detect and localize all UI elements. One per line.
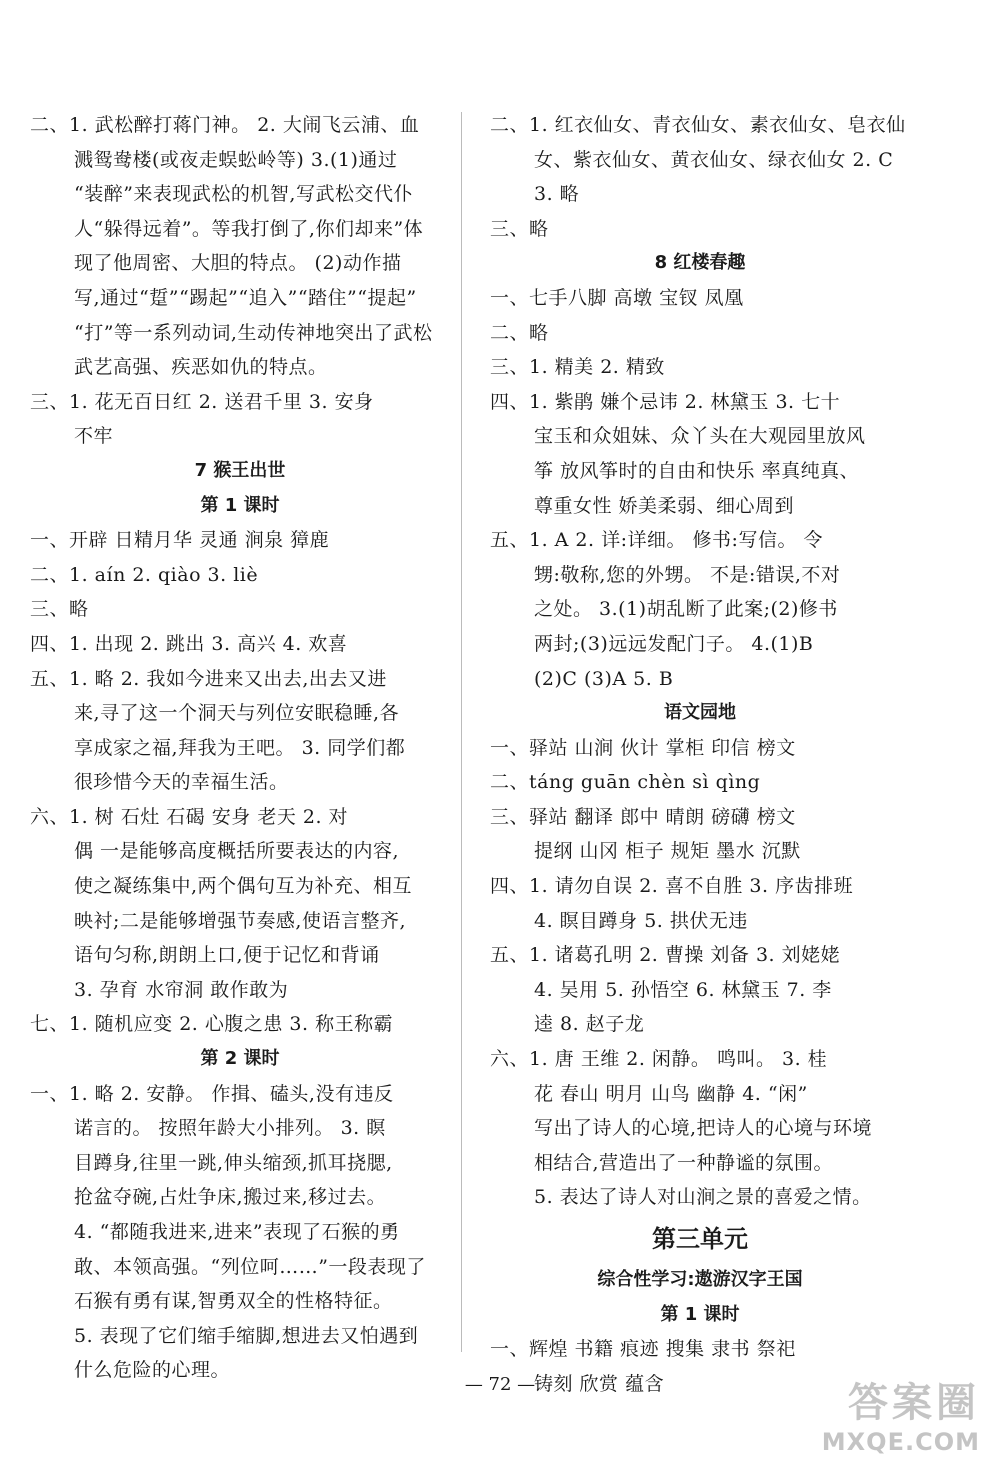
answer-line: “打”等一系列动词,生动传神地突出了武松 xyxy=(74,321,433,344)
answer-line: 七、1. 随机应变 2. 心腹之患 3. 称王称霸 xyxy=(30,1013,394,1036)
answer-line: 之处。 3.(1)胡乱断了此案;(2)修书 xyxy=(534,598,838,621)
answer-line: 3. 孕育 水帘洞 敢作敢为 xyxy=(74,978,289,1001)
answer-line: 溅鸳鸯楼(或夜走蜈蚣岭等) 3.(1)通过 xyxy=(74,148,398,171)
section-heading: 综合性学习:遨游汉字王国 xyxy=(597,1269,803,1290)
answer-line: 抢盆夺碗,占灶争床,搬过来,移过去。 xyxy=(74,1186,387,1209)
answer-line: 一、驿站 山涧 伙计 掌柜 印信 榜文 xyxy=(490,736,796,759)
section-heading: 语文园地 xyxy=(664,702,736,724)
answer-line: 六、1. 唐 王维 2. 闲静。 鸣叫。 3. 桂 xyxy=(490,1048,828,1071)
section-heading: 第 2 课时 xyxy=(200,1048,280,1070)
answer-line: 二、1. aín 2. qiào 3. liè xyxy=(30,563,259,586)
answer-line: 花 春山 明月 山鸟 幽静 4. “闲” xyxy=(534,1082,808,1105)
section-heading: 第 1 课时 xyxy=(660,1303,740,1325)
right-column xyxy=(490,108,910,1401)
section-heading: 第 1 课时 xyxy=(200,494,280,516)
answer-line: 三、1. 精美 2. 精致 xyxy=(490,356,665,379)
answer-line: (2)C (3)A 5. B xyxy=(534,667,674,690)
answer-line: 两封;(3)远远发配门子。 4.(1)B xyxy=(534,632,814,655)
column-divider xyxy=(461,112,462,1352)
answer-line: 一、开辟 日精月华 灵通 涧泉 獐鹿 xyxy=(30,529,330,552)
watermark-url: MXQE.COM xyxy=(821,1428,980,1456)
answer-line: 不牢 xyxy=(74,425,114,448)
answer-line: 使之凝练集中,两个偶句互为补充、相互 xyxy=(74,875,413,898)
answer-line: 甥:敬称,您的外甥。 不是:错误,不对 xyxy=(534,563,841,586)
answer-line: 四、1. 出现 2. 跳出 3. 高兴 4. 欢喜 xyxy=(30,632,348,655)
answer-line: 一、1. 略 2. 安静。 作揖、磕头,没有违反 xyxy=(30,1082,394,1105)
answer-line: 目蹲身,往里一跳,伸头缩颈,抓耳挠腮, xyxy=(74,1151,393,1174)
answer-line: 五、1. 略 2. 我如今进来又出去,出去又进 xyxy=(30,667,387,690)
answer-line: 石猴有勇有谋,智勇双全的性格特征。 xyxy=(74,1290,393,1313)
watermark-logo xyxy=(822,1371,980,1456)
answer-line: 敢、本领高强。“列位呵……”一段表现了 xyxy=(74,1255,426,1278)
answer-line: 三、略 xyxy=(490,217,549,240)
answer-line: 现了他周密、大胆的特点。 (2)动作描 xyxy=(74,252,402,275)
page-number: — 72 — xyxy=(464,1374,536,1395)
answer-line: 写出了诗人的心境,把诗人的心境与环境 xyxy=(534,1117,873,1140)
answer-line: 5. 表现了它们缩手缩脚,想进去又怕遇到 xyxy=(74,1324,419,1347)
answer-line: 二、1. 红衣仙女、青衣仙女、素衣仙女、皂衣仙 xyxy=(490,114,906,136)
answer-line: 逵 8. 赵子龙 xyxy=(534,1013,645,1036)
section-heading: 8 红楼春趣 xyxy=(654,252,746,274)
answer-line: 3. 略 xyxy=(534,183,580,206)
answer-line: 写,通过“踅”“踢起”“追入”“踏住”“提起” xyxy=(74,286,417,309)
answer-line: 女、紫衣仙女、黄衣仙女、绿衣仙女 2. C xyxy=(534,148,894,171)
answer-line: 相结合,营造出了一种静谧的氛围。 xyxy=(534,1151,834,1174)
answer-line: 四、1. 请勿自误 2. 喜不自胜 3. 序齿排班 xyxy=(490,875,854,898)
answer-line: 映衬;二是能够增强节奏感,使语言整齐, xyxy=(74,909,406,932)
answer-line: 4. “都随我进来,进来”表现了石猴的勇 xyxy=(74,1221,400,1243)
answer-line: 4. 吴用 5. 孙悟空 6. 林黛玉 7. 李 xyxy=(534,978,832,1001)
answer-line: 二、táng guān chèn sì qìng xyxy=(490,771,761,794)
answer-line: “装醉”来表现武松的机智,写武松交代仆 xyxy=(74,183,413,206)
answer-line: 享成家之福,拜我为王吧。 3. 同学们都 xyxy=(74,736,406,759)
answer-line: 语句匀称,朗朗上口,便于记忆和背诵 xyxy=(74,944,380,967)
left-column xyxy=(30,108,450,1388)
answer-line: 人“躲得远着”。等我打倒了,你们却来”体 xyxy=(74,217,424,240)
unit-heading: 第三单元 xyxy=(652,1225,748,1253)
answer-line: 四、1. 紫鹃 嫌个忌讳 2. 林黛玉 3. 七十 xyxy=(490,390,841,413)
answer-line: 5. 表达了诗人对山涧之景的喜爱之情。 xyxy=(534,1186,872,1209)
answer-line: 三、驿站 翻译 郎中 晴朗 磅礴 榜文 xyxy=(490,805,796,828)
answer-line: 三、1. 花无百日红 2. 送君千里 3. 安身 xyxy=(30,390,374,413)
answer-line: 宝玉和众姐妹、众丫头在大观园里放风 xyxy=(534,425,866,448)
answer-line: 什么危险的心理。 xyxy=(74,1359,231,1382)
watermark-title: 答案圈 xyxy=(848,1380,980,1426)
answer-line: 尊重女性 娇美柔弱、细心周到 xyxy=(534,494,795,517)
answer-line: 一、七手八脚 高墩 宝钗 凤凰 xyxy=(490,286,744,309)
answer-line: 武艺高强、疾恶如仇的特点。 xyxy=(74,356,328,379)
answer-line: 五、1. A 2. 详:详细。 修书:写信。 令 xyxy=(490,529,823,552)
answer-line: 来,寻了这一个洞天与列位安眠稳睡,各 xyxy=(74,702,400,725)
answer-line: 提纲 山冈 柜子 规矩 墨水 沉默 xyxy=(534,840,801,863)
answer-line: 二、略 xyxy=(490,321,549,344)
answer-line: 一、辉煌 书籍 痕迹 搜集 隶书 祭祀 xyxy=(490,1338,796,1361)
answer-line: 五、1. 诸葛孔明 2. 曹操 刘备 3. 刘姥姥 xyxy=(490,944,841,967)
answer-line: 六、1. 树 石灶 石碣 安身 老天 2. 对 xyxy=(30,805,349,828)
answer-line: 很珍惜今天的幸福生活。 xyxy=(74,771,289,794)
answer-line: 偶 一是能够高度概括所要表达的内容, xyxy=(74,840,400,863)
section-heading: 7 猴王出世 xyxy=(194,459,286,481)
answer-line: 筝 放风筝时的自由和快乐 率真纯真、 xyxy=(534,459,860,482)
answer-line: 三、略 xyxy=(30,598,89,621)
answer-line: 4. 瞑目蹲身 5. 拱伏无违 xyxy=(534,909,748,932)
answer-line: 二、1. 武松醉打蒋门神。 2. 大闹飞云浦、血 xyxy=(30,114,420,136)
answer-line: 铸刻 欣赏 蕴含 xyxy=(534,1372,665,1395)
answer-line: 诺言的。 按照年龄大小排列。 3. 瞑 xyxy=(74,1117,386,1140)
